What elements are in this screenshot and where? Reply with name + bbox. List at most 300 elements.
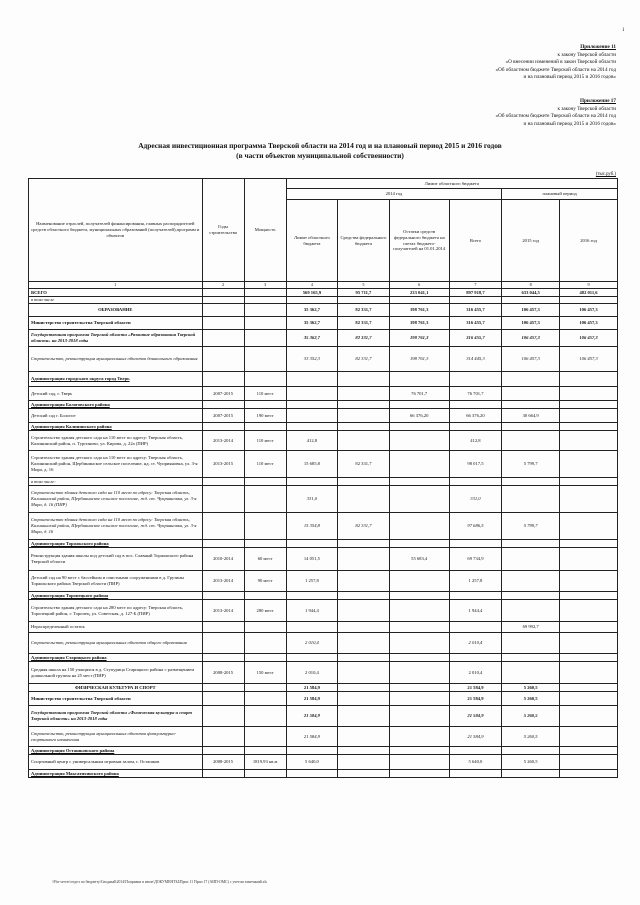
table-row [29,662,618,684]
row-years [202,727,244,747]
row-value-total: 97 686,5 [449,513,502,540]
row-value-y16: 106 457,3 [560,304,618,317]
row-value-fed: 82 331,7 [338,330,390,347]
row-capacity [244,592,286,600]
row-value-fed: 82 331,7 [338,317,390,330]
row-value-rem [389,401,449,409]
row-value-rem: 198 761,3 [389,330,449,347]
table-body [29,289,618,778]
header-remainder: Остатки средств федерального бюджета на счетах бюджето-получателей на 01.01.2014 [389,200,449,282]
row-capacity [244,289,286,297]
row-value-fed [338,727,390,747]
row-label: Детский сад г. Бологое [29,409,203,423]
row-label: Строительство, реконструкция муниципальных объектов общего образования [29,633,203,654]
row-label: Администрация городского округа город Тверь [29,372,203,387]
row-capacity [244,692,286,706]
table-row [29,684,618,692]
row-value-lim [286,654,338,662]
row-value-fed [338,297,390,304]
investment-program-table [28,178,618,778]
table-row [29,747,618,755]
row-value-y15 [502,747,560,755]
row-label: Государственная программа Тверской области «Развитие образования Тверской области» на 2013-2018 годы [29,330,203,347]
row-years [202,770,244,778]
row-value-y16 [560,387,618,401]
row-value-rem: 198 761,3 [389,347,449,372]
title-line: Адресная инвестиционная программа Тверской области на 2014 год и на плановый период 2015 и 2016 годов [138,141,502,150]
header-years: Годы строительства [202,179,244,282]
row-label: Нераспределенный остаток [29,622,203,633]
appendix-11-caption [496,44,616,82]
row-capacity [244,330,286,347]
table-row [29,451,618,478]
row-value-rem [389,727,449,747]
table-row [29,654,618,662]
row-value-lim [286,387,338,401]
header-capacity: Мощность [244,179,286,282]
row-value-y15: 106 457,3 [502,304,560,317]
row-capacity: 190 мест [244,409,286,423]
row-value-lim: 569 165,9 [286,289,338,297]
column-number: 9 [560,282,618,289]
row-value-total: 98 017,5 [449,451,502,478]
row-years [202,633,244,654]
row-value-lim: 331,0 [286,486,338,513]
row-value-y15 [502,654,560,662]
row-capacity [244,304,286,317]
header-2016: 2016 год [560,200,618,282]
row-value-total [449,401,502,409]
row-value-y15: 5 799,7 [502,451,560,478]
row-value-rem [389,706,449,727]
row-years [202,304,244,317]
row-value-rem [389,372,449,387]
header-2014: 2014 год [286,189,502,200]
row-label: Администрация Торопецкого района [29,592,203,600]
table-row [29,423,618,431]
row-value-total: 314 445,3 [449,347,502,372]
row-years: 2008-2015 [202,755,244,770]
row-years [202,513,244,540]
row-value-lim [286,770,338,778]
row-value-y16 [560,478,618,486]
row-value-fed [338,654,390,662]
file-path-footer: \\Fin-server\отдел по бюджету\Сводный\2014\Поправки в июле\ДОКУМЕНТЫ\Прил 11 Прил 17 (АИП-ОМС) с учетом замечаний.xls [52,880,268,884]
row-value-rem: 233 041,1 [389,289,449,297]
row-value-lim: 33 352,3 [286,347,338,372]
table-row [29,592,618,600]
appendix-line: к закону Тверской области [557,51,616,58]
row-value-rem [389,451,449,478]
row-value-total [449,770,502,778]
appendix-line: и на плановый период 2015 и 2016 годов» [523,120,616,127]
row-label: Детский сад на 90 мест с бассейном и очистными сооружениями в д. Грузины Торжокского района Тверской области (ПИР) [29,571,203,592]
row-value-y16 [560,409,618,423]
row-capacity [244,401,286,409]
column-number: 2 [202,282,244,289]
row-years [202,423,244,431]
row-capacity [244,297,286,304]
row-value-total [449,372,502,387]
units-label: (тыс.руб.) [595,172,616,177]
row-years [202,540,244,548]
table-row [29,289,618,297]
row-value-y16 [560,592,618,600]
row-value-total [449,654,502,662]
row-value-lim [286,409,338,423]
row-years [202,297,244,304]
row-value-total: 2 010,4 [449,633,502,654]
row-value-rem [389,755,449,770]
row-label: ФИЗИЧЕСКАЯ КУЛЬТУРА И СПОРТ [29,684,203,692]
row-years: 2013-2015 [202,451,244,478]
column-number: 5 [338,282,390,289]
row-value-y16 [560,486,618,513]
row-value-fed [338,592,390,600]
title-subline: (в части объектов муниципальной собственности) [236,151,404,160]
row-value-y16 [560,692,618,706]
row-value-total: 66 376,20 [449,409,502,423]
row-value-total: 331,0 [449,486,502,513]
row-value-y15 [502,372,560,387]
row-value-total [449,423,502,431]
header-federal: Средства федерального бюджета [338,200,390,282]
row-value-fed: 82 331,7 [338,451,390,478]
table-row [29,347,618,372]
row-value-rem [389,654,449,662]
row-value-y16 [560,755,618,770]
row-value-y16 [560,600,618,622]
row-value-fed [338,387,390,401]
row-value-y15: 5 260,5 [502,684,560,692]
column-number: 8 [502,282,560,289]
header-budget-group: Лимит областного бюджета [286,179,617,189]
row-label: Строительство, реконструкция муниципальных объектов физкультурно-спортивного назначения [29,727,203,747]
row-years: 2007-2015 [202,409,244,423]
row-label: ОБРАЗОВАНИЕ [29,304,203,317]
row-years [202,478,244,486]
row-value-fed [338,622,390,633]
row-capacity [244,478,286,486]
row-value-y15 [502,662,560,684]
row-value-total: 897 918,7 [449,289,502,297]
row-value-fed [338,372,390,387]
row-capacity [244,622,286,633]
row-value-y16: 106 457,3 [560,347,618,372]
row-value-total: 316 455,7 [449,330,502,347]
table-row [29,706,618,727]
row-capacity: 60 мест [244,548,286,571]
row-value-rem [389,684,449,692]
row-value-lim: 21 584,9 [286,684,338,692]
table-row [29,513,618,540]
row-capacity [244,513,286,540]
row-value-y16 [560,654,618,662]
row-value-y15 [502,297,560,304]
table-row [29,755,618,770]
row-years: 2007-2015 [202,387,244,401]
appendix-17-caption [496,98,616,128]
row-capacity [244,727,286,747]
row-value-rem [389,633,449,654]
row-value-fed [338,747,390,755]
row-value-lim: 15 685,8 [286,451,338,478]
row-value-total: 316 455,7 [449,304,502,317]
row-value-lim: 15 354,8 [286,513,338,540]
row-years [202,592,244,600]
appendix-heading: Приложение 17 [579,98,616,104]
appendix-heading: Приложение 11 [580,44,616,50]
row-capacity [244,684,286,692]
row-capacity [244,372,286,387]
row-value-rem: 66 376,20 [389,409,449,423]
row-capacity: 110 мест [244,387,286,401]
row-capacity [244,347,286,372]
row-value-y16 [560,633,618,654]
row-value-y16 [560,706,618,727]
row-capacity: 280 мест [244,600,286,622]
row-label: Строительство здания детского сада на 110 мест по адресу: Тверская область, Калининский район, Щербининское сельское поселение, жд. ст. Чуприяновка, ул. 3-я Мира, д. 16 [29,513,203,540]
row-value-lim [286,592,338,600]
row-value-y15 [502,423,560,431]
row-value-fed [338,755,390,770]
row-value-fed [338,684,390,692]
row-value-rem [389,622,449,633]
row-value-y15: 69 992,7 [502,622,560,633]
row-value-y15: 106 457,3 [502,330,560,347]
table-row [29,600,618,622]
row-value-fed: 82 331,7 [338,347,390,372]
row-value-y15: 106 457,3 [502,317,560,330]
row-capacity: 110 мест [244,451,286,478]
row-value-y16 [560,451,618,478]
table-row [29,431,618,451]
table-row [29,727,618,747]
row-value-lim: 1 257,8 [286,571,338,592]
row-value-total: 1 944,4 [449,600,502,622]
row-capacity [244,770,286,778]
row-value-y15: 30 664,9 [502,409,560,423]
row-value-lim: 14 051,5 [286,548,338,571]
row-value-lim: 21 584,9 [286,727,338,747]
row-value-lim: 35 362,7 [286,330,338,347]
row-value-lim: 5 640,0 [286,755,338,770]
row-years: 2013-2014 [202,600,244,622]
row-value-y16 [560,571,618,592]
row-value-y16 [560,431,618,451]
row-value-rem [389,423,449,431]
row-value-y16 [560,423,618,431]
row-value-fed [338,401,390,409]
row-capacity: 1819,93 кв.м [244,755,286,770]
row-value-rem [389,540,449,548]
row-value-lim: 412,8 [286,431,338,451]
row-value-y16 [560,684,618,692]
row-value-y16 [560,662,618,684]
appendix-line: «Об областном бюджете Тверской области на 2014 год [495,113,616,120]
row-value-rem [389,571,449,592]
row-value-total: 21 584,9 [449,706,502,727]
appendix-line: к закону Тверской области [557,105,616,112]
row-value-y15 [502,431,560,451]
row-value-total: 69 734,9 [449,548,502,571]
table-row [29,548,618,571]
row-value-lim [286,747,338,755]
row-value-y15 [502,770,560,778]
row-value-rem: 198 761,3 [389,304,449,317]
row-value-y15 [502,478,560,486]
row-value-total: 5 640,0 [449,755,502,770]
row-value-total [449,540,502,548]
row-value-fed [338,431,390,451]
row-value-rem [389,662,449,684]
row-value-fed [338,540,390,548]
row-label: Строительство здания детского сада на 110 мест по адресу: Тверская область, Калининский район, Щербининское сельское поселение, жд. ст. Чуприяновка, ул. 3-я Мира, д. 16 (ПИР) [29,486,203,513]
row-years [202,706,244,727]
header-plan-period: плановый период [502,189,618,200]
row-value-y15 [502,486,560,513]
row-value-y15 [502,387,560,401]
row-value-rem: 198 761,3 [389,317,449,330]
row-value-total [449,592,502,600]
row-value-y16 [560,297,618,304]
column-number: 7 [449,282,502,289]
row-value-fed [338,600,390,622]
row-label: Администрация Старицкого района [29,654,203,662]
row-value-fed [338,770,390,778]
row-value-lim [286,401,338,409]
row-value-total: 316 455,7 [449,317,502,330]
row-value-rem [389,692,449,706]
appendix-line: и на плановый период 2015 и 2016 годов» [523,74,616,81]
header-2015: 2015 год [502,200,560,282]
row-capacity [244,317,286,330]
row-value-y16: 106 457,3 [560,317,618,330]
row-value-y15: 5 260,5 [502,727,560,747]
row-value-y15: 5 799,7 [502,513,560,540]
row-value-fed: 82 331,7 [338,304,390,317]
row-value-rem [389,297,449,304]
row-value-rem [389,747,449,755]
row-value-lim: 2 010,4 [286,662,338,684]
table-row [29,317,618,330]
row-value-total: 21 584,9 [449,727,502,747]
row-value-fed [338,633,390,654]
table-row [29,372,618,387]
row-value-y15: 5 260,5 [502,755,560,770]
row-value-lim: 21 584,9 [286,692,338,706]
row-value-lim: 35 362,7 [286,317,338,330]
row-value-y16 [560,622,618,633]
header-total: Всего [449,200,502,282]
row-value-fed [338,692,390,706]
row-value-rem [389,513,449,540]
row-capacity [244,486,286,513]
row-capacity: 110 мест [244,431,286,451]
row-years [202,654,244,662]
row-label: Спортивный центр с универсальным игровым залом, г. Осташков [29,755,203,770]
row-years [202,330,244,347]
row-label: Администрация Осташковского района [29,747,203,755]
table-row [29,633,618,654]
row-value-fed [338,486,390,513]
row-label: Детский сад, г. Тверь [29,387,203,401]
row-value-y16: 482 011,6 [560,289,618,297]
row-value-y15: 106 457,3 [502,347,560,372]
row-label: Реконструкция здания школы под детский сад в пос. Славный Торжокского района Тверской области [29,548,203,571]
row-years [202,289,244,297]
row-label: в том числе [29,297,203,304]
page-number: 1 [622,28,625,33]
row-label: Государственная программа Тверской области «Физическая культура и спорт Тверской области» на 2013-2018 годы [29,706,203,727]
row-value-total: 21 584,9 [449,684,502,692]
row-capacity: 150 мест [244,662,286,684]
row-value-fed: 82 331,7 [338,513,390,540]
row-value-y16 [560,540,618,548]
header-name: Наименование отраслей, получателей финансирования, главных распорядителей средств областного бюджета, муниципальных образований (получателей),программ и объектов [29,179,203,282]
row-years [202,747,244,755]
row-value-rem: 76 701,7 [389,387,449,401]
row-value-y16 [560,727,618,747]
row-label: Строительство здания детского сада на 110 мест по адресу: Тверская область, Калининский район, п. Тургиново, ул. Кирова, д. 22а (ПИР) [29,431,203,451]
table-row [29,622,618,633]
column-number: 1 [29,282,203,289]
table-row [29,304,618,317]
row-value-lim [286,478,338,486]
row-label: Средняя школа на 150 учащихся в д. Ступурица Старицкого района с размещением дошкольной группы на 25 мест (ПИР) [29,662,203,684]
column-number: 4 [286,282,338,289]
row-capacity [244,706,286,727]
row-label: ВСЕГО [29,289,203,297]
row-label: Министерство строительства Тверской области [29,317,203,330]
row-value-fed [338,571,390,592]
row-value-fed [338,662,390,684]
row-years [202,347,244,372]
row-value-y15 [502,548,560,571]
row-value-lim [286,423,338,431]
row-years: 2010-2014 [202,548,244,571]
row-value-lim [286,540,338,548]
row-years [202,401,244,409]
header-limit: Лимит областного бюджета [286,200,338,282]
row-value-total [449,747,502,755]
row-value-lim [286,372,338,387]
row-value-total [449,478,502,486]
row-years [202,692,244,706]
row-label: Администрация Бологовского района [29,401,203,409]
row-value-fed [338,409,390,423]
row-value-rem [389,600,449,622]
row-value-total [449,622,502,633]
row-value-lim [286,297,338,304]
row-label: Строительство, реконструкция муниципальных объектов дошкольного образования [29,347,203,372]
row-value-fed: 95 711,7 [338,289,390,297]
row-capacity: 90 мест [244,571,286,592]
table-row [29,330,618,347]
row-value-y16 [560,372,618,387]
row-value-fed [338,478,390,486]
row-label: Строительство здания детского сада на 110 мест по адресу: Тверская область, Калининский район, Щербининское сельское поселение, нд. ст. Чуприяновка, ул. 3-я Мира, д. 16 [29,451,203,478]
row-value-rem [389,478,449,486]
table-row [29,692,618,706]
row-capacity [244,423,286,431]
row-value-lim: 35 362,7 [286,304,338,317]
row-value-y15: 633 044,5 [502,289,560,297]
row-capacity [244,540,286,548]
table-row [29,478,618,486]
row-value-total: 2 010,4 [449,662,502,684]
row-value-lim: 21 584,9 [286,706,338,727]
